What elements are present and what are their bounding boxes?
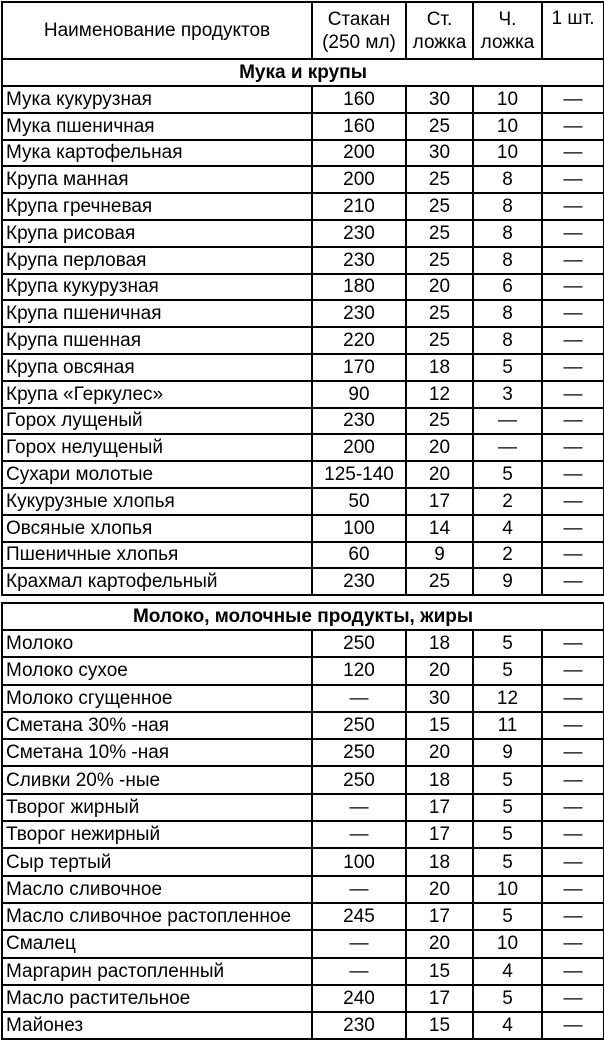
product-name: Творог нежирный: [2, 821, 312, 848]
glass-value: 200: [312, 140, 406, 167]
table-row: [2, 247, 604, 274]
glass-value: 230: [312, 408, 406, 435]
product-name: Мука картофельная: [2, 140, 312, 167]
glass-value: 160: [312, 113, 406, 140]
teaspoon-value: 10: [473, 113, 542, 140]
glass-value: 250: [312, 739, 406, 766]
piece-value: —: [542, 657, 604, 684]
piece-value: —: [542, 568, 604, 595]
piece-value: —: [542, 193, 604, 220]
table-row: [2, 220, 604, 247]
piece-value: —: [542, 903, 604, 930]
product-name: Маргарин растопленный: [2, 958, 312, 985]
piece-value: —: [542, 766, 604, 793]
product-name: Масло растительное: [2, 985, 312, 1012]
teaspoon-value: 5: [473, 848, 542, 875]
tablespoon-value: 20: [406, 739, 473, 766]
teaspoon-value: 9: [473, 739, 542, 766]
tablespoon-value: 17: [406, 903, 473, 930]
teaspoon-value: 11: [473, 712, 542, 739]
glass-value: 200: [312, 434, 406, 461]
teaspoon-value: 4: [473, 515, 542, 542]
tablespoon-value: 15: [406, 712, 473, 739]
table-row: [2, 193, 604, 220]
piece-value: —: [542, 985, 604, 1012]
product-name: Молоко сгущенное: [2, 685, 312, 712]
tablespoon-value: 30: [406, 86, 473, 113]
glass-value: 100: [312, 515, 406, 542]
tablespoon-value: 25: [406, 408, 473, 435]
glass-value: 230: [312, 568, 406, 595]
table-row: [2, 434, 604, 461]
section-title: Молоко, молочные продукты, жиры: [2, 603, 604, 630]
table-row: [2, 821, 604, 848]
tablespoon-value: 17: [406, 488, 473, 515]
piece-value: —: [542, 821, 604, 848]
product-name: Крахмал картофельный: [2, 568, 312, 595]
tablespoon-value: 25: [406, 568, 473, 595]
teaspoon-value: 8: [473, 166, 542, 193]
glass-value: 250: [312, 630, 406, 657]
tablespoon-value: 30: [406, 685, 473, 712]
piece-value: —: [542, 542, 604, 569]
glass-value: 250: [312, 712, 406, 739]
product-name: Мука кукурузная: [2, 86, 312, 113]
product-name: Сухари молотые: [2, 461, 312, 488]
glass-value: 50: [312, 488, 406, 515]
teaspoon-value: 5: [473, 630, 542, 657]
teaspoon-value: 8: [473, 220, 542, 247]
glass-value: 200: [312, 166, 406, 193]
tablespoon-value: 15: [406, 958, 473, 985]
teaspoon-value: 10: [473, 86, 542, 113]
glass-value: 230: [312, 220, 406, 247]
table-row: [2, 381, 604, 408]
piece-value: —: [542, 86, 604, 113]
product-name: Крупа гречневая: [2, 193, 312, 220]
teaspoon-value: 4: [473, 1012, 542, 1039]
teaspoon-value: 5: [473, 794, 542, 821]
piece-value: —: [542, 515, 604, 542]
teaspoon-value: 5: [473, 821, 542, 848]
piece-value: —: [542, 1012, 604, 1039]
teaspoon-value: 8: [473, 247, 542, 274]
glass-value: 250: [312, 766, 406, 793]
header-name: Наименование продуктов: [2, 2, 312, 59]
piece-value: —: [542, 220, 604, 247]
table-row: [2, 712, 604, 739]
glass-value: 120: [312, 657, 406, 684]
piece-value: —: [542, 794, 604, 821]
teaspoon-value: 10: [473, 876, 542, 903]
piece-value: —: [542, 300, 604, 327]
tablespoon-value: 17: [406, 985, 473, 1012]
piece-value: —: [542, 739, 604, 766]
header-glass: Стакан (250 мл): [312, 2, 406, 59]
teaspoon-value: —: [473, 434, 542, 461]
header-piece: 1 шт.: [542, 2, 604, 59]
table-row: [2, 327, 604, 354]
table-row: [2, 113, 604, 140]
tablespoon-value: 25: [406, 220, 473, 247]
piece-value: —: [542, 930, 604, 957]
table-row: [2, 274, 604, 301]
tablespoon-value: 17: [406, 794, 473, 821]
table-row: [2, 876, 604, 903]
product-name: Сливки 20% -ные: [2, 766, 312, 793]
product-name: Сметана 30% -ная: [2, 712, 312, 739]
glass-value: —: [312, 930, 406, 957]
piece-value: —: [542, 630, 604, 657]
tablespoon-value: 30: [406, 140, 473, 167]
product-name: Овсяные хлопья: [2, 515, 312, 542]
table-row: [2, 903, 604, 930]
table-row: [2, 86, 604, 113]
tablespoon-value: 25: [406, 193, 473, 220]
table-row: [2, 488, 604, 515]
piece-value: —: [542, 166, 604, 193]
product-name: Творог жирный: [2, 794, 312, 821]
tablespoon-value: 25: [406, 300, 473, 327]
section-row: [2, 603, 604, 630]
product-name: Мука пшеничная: [2, 113, 312, 140]
glass-value: 240: [312, 985, 406, 1012]
product-name: Крупа пшенная: [2, 327, 312, 354]
tablespoon-value: 20: [406, 461, 473, 488]
section-title: Мука и крупы: [2, 59, 604, 86]
product-name: Горох лущеный: [2, 408, 312, 435]
glass-value: —: [312, 958, 406, 985]
teaspoon-value: 9: [473, 568, 542, 595]
tablespoon-value: 12: [406, 381, 473, 408]
piece-value: —: [542, 113, 604, 140]
piece-value: —: [542, 140, 604, 167]
glass-value: 125-140: [312, 461, 406, 488]
glass-value: 180: [312, 274, 406, 301]
table-row: [2, 930, 604, 957]
header-teaspoon: Ч. ложка: [473, 2, 542, 59]
piece-value: —: [542, 434, 604, 461]
tablespoon-value: 20: [406, 876, 473, 903]
table-row: [2, 166, 604, 193]
teaspoon-value: 8: [473, 327, 542, 354]
teaspoon-value: 5: [473, 766, 542, 793]
table-row: [2, 985, 604, 1012]
product-name: Масло сливочное растопленное: [2, 903, 312, 930]
piece-value: —: [542, 461, 604, 488]
tablespoon-value: 25: [406, 247, 473, 274]
piece-value: —: [542, 274, 604, 301]
product-name: Молоко: [2, 630, 312, 657]
teaspoon-value: 5: [473, 354, 542, 381]
product-name: Кукурузные хлопья: [2, 488, 312, 515]
glass-value: 100: [312, 848, 406, 875]
flour-cereals-table: [1, 1, 604, 596]
tablespoon-value: 9: [406, 542, 473, 569]
table-row: [2, 1012, 604, 1039]
teaspoon-value: 5: [473, 657, 542, 684]
piece-value: —: [542, 876, 604, 903]
table-row: [2, 461, 604, 488]
table-row: [2, 408, 604, 435]
piece-value: —: [542, 488, 604, 515]
tablespoon-value: 18: [406, 766, 473, 793]
teaspoon-value: 8: [473, 193, 542, 220]
teaspoon-value: 2: [473, 542, 542, 569]
teaspoon-value: 5: [473, 461, 542, 488]
product-name: Крупа пшеничная: [2, 300, 312, 327]
teaspoon-value: 8: [473, 300, 542, 327]
piece-value: —: [542, 958, 604, 985]
glass-value: 220: [312, 327, 406, 354]
tablespoon-value: 20: [406, 434, 473, 461]
product-name: Молоко сухое: [2, 657, 312, 684]
tablespoon-value: 14: [406, 515, 473, 542]
tablespoon-value: 20: [406, 930, 473, 957]
product-name: Пшеничные хлопья: [2, 542, 312, 569]
tablespoon-value: 25: [406, 166, 473, 193]
product-name: Масло сливочное: [2, 876, 312, 903]
piece-value: —: [542, 848, 604, 875]
product-name: Смалец: [2, 930, 312, 957]
glass-value: 230: [312, 247, 406, 274]
tablespoon-value: 20: [406, 274, 473, 301]
product-name: Крупа перловая: [2, 247, 312, 274]
header-tablespoon: Ст. ложка: [406, 2, 473, 59]
product-name: Крупа рисовая: [2, 220, 312, 247]
product-name: Сыр тертый: [2, 848, 312, 875]
piece-value: —: [542, 327, 604, 354]
tablespoon-value: 20: [406, 657, 473, 684]
glass-value: —: [312, 876, 406, 903]
piece-value: —: [542, 685, 604, 712]
teaspoon-value: 3: [473, 381, 542, 408]
teaspoon-value: 10: [473, 930, 542, 957]
glass-value: —: [312, 821, 406, 848]
glass-value: 230: [312, 1012, 406, 1039]
piece-value: —: [542, 354, 604, 381]
table-row: [2, 354, 604, 381]
glass-value: 230: [312, 300, 406, 327]
product-name: Крупа овсяная: [2, 354, 312, 381]
product-name: Крупа кукурузная: [2, 274, 312, 301]
table-row: [2, 515, 604, 542]
glass-value: 60: [312, 542, 406, 569]
glass-value: —: [312, 794, 406, 821]
teaspoon-value: 12: [473, 685, 542, 712]
teaspoon-value: 6: [473, 274, 542, 301]
teaspoon-value: 10: [473, 140, 542, 167]
table-row: [2, 766, 604, 793]
table-row: [2, 140, 604, 167]
product-name: Майонез: [2, 1012, 312, 1039]
teaspoon-value: 4: [473, 958, 542, 985]
table-row: [2, 630, 604, 657]
piece-value: —: [542, 381, 604, 408]
tablespoon-value: 18: [406, 848, 473, 875]
dairy-fats-table: [1, 602, 604, 1040]
glass-value: 210: [312, 193, 406, 220]
table-row: [2, 657, 604, 684]
tablespoon-value: 17: [406, 821, 473, 848]
tablespoon-value: 15: [406, 1012, 473, 1039]
table-row: [2, 794, 604, 821]
table-row: [2, 685, 604, 712]
table-row: [2, 300, 604, 327]
teaspoon-value: —: [473, 408, 542, 435]
glass-value: 245: [312, 903, 406, 930]
piece-value: —: [542, 408, 604, 435]
glass-value: 170: [312, 354, 406, 381]
product-name: Горох нелущеный: [2, 434, 312, 461]
glass-value: —: [312, 685, 406, 712]
table-row: [2, 542, 604, 569]
table-row: [2, 568, 604, 595]
tablespoon-value: 18: [406, 630, 473, 657]
piece-value: —: [542, 712, 604, 739]
teaspoon-value: 5: [473, 903, 542, 930]
glass-value: 160: [312, 86, 406, 113]
piece-value: —: [542, 247, 604, 274]
table-row: [2, 739, 604, 766]
tablespoon-value: 18: [406, 354, 473, 381]
table-row: [2, 848, 604, 875]
product-name: Крупа манная: [2, 166, 312, 193]
product-name: Крупа «Геркулес»: [2, 381, 312, 408]
glass-value: 90: [312, 381, 406, 408]
section-row: [2, 59, 604, 86]
tablespoon-value: 25: [406, 327, 473, 354]
product-name: Сметана 10% -ная: [2, 739, 312, 766]
table-row: [2, 958, 604, 985]
teaspoon-value: 2: [473, 488, 542, 515]
tablespoon-value: 25: [406, 113, 473, 140]
teaspoon-value: 5: [473, 985, 542, 1012]
header-row: [2, 2, 604, 59]
